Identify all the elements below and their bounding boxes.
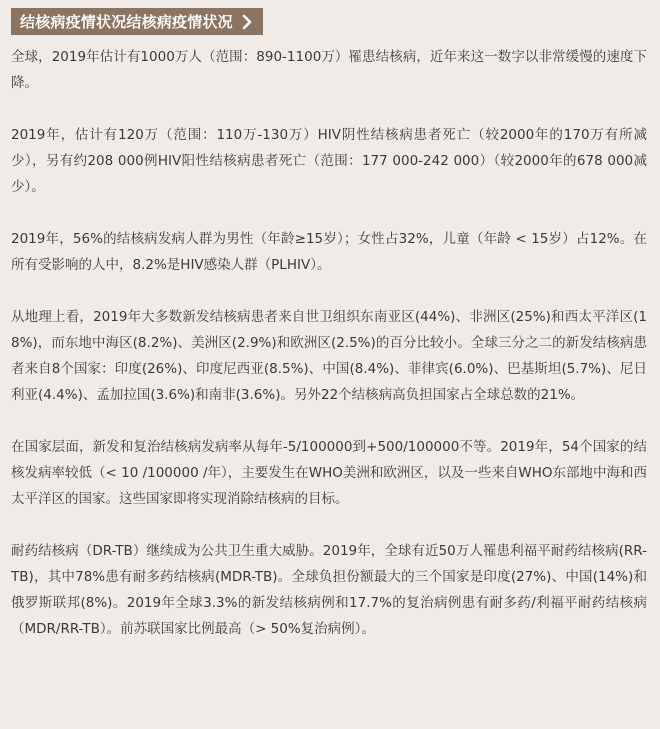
- paragraph-geography: 从地理上看，2019年大多数新发结核病患者来自世卫组织东南亚区(44%)、非洲区(25%)和西太平洋区(18%)，而东地中海区(8.2%)、美洲区(2.9%)和欧洲区(2.5%)的百分比较小。全球三分之二的新发结核病患者来自8个国家：印度(26%)、印度尼西亚(8.5%)、中国(8.4%)、菲律宾(6.0%)、巴基斯坦(5.7%)、尼日利亚(4.4%)、孟加拉国(3.6%)和南非(3.6%)。另外22个结核病高负担国家占全球总数的21%。: [11, 309, 647, 403]
- chevron-right-icon: [239, 14, 255, 30]
- paragraph-demographics: 2019年，56%的结核病发病人群为男性（年龄≥15岁）；女性占32%，儿童（年龄 < 15岁）占12%。在所有受影响的人中，8.2%是HIV感染人群（PLHIV）。: [11, 231, 647, 273]
- paragraph-global-incidence: 全球，2019年估计有1000万人（范围：890-1100万）罹患结核病，近年来这一数字以非常缓慢的速度下降。: [11, 49, 647, 91]
- paragraph-deaths: 2019年，估计有120万（范围：110万-130万）HIV阴性结核病患者死亡（较2000年的170万有所减少），另有约208 000例HIV阳性结核病患者死亡（范围：177 000-242 000）（较2000年的678 000减少）。: [11, 127, 647, 195]
- paragraph-country-level: 在国家层面，新发和复治结核病发病率从每年-5/100000到+500/100000不等。2019年，54个国家的结核发病率较低（< 10 /100000 /年），主要发生在WHO美洲和欧洲区，以及一些来自WHO东部地中海和西太平洋区的国家。这些国家即将实现消除结核病的目标。: [11, 439, 647, 507]
- article-body: [11, 44, 647, 668]
- section-title: 结核病疫情状况结核病疫情状况: [20, 13, 233, 31]
- section-header: [11, 8, 263, 35]
- paragraph-drug-resistance: 耐药结核病（DR-TB）继续成为公共卫生重大威胁。2019年，全球有近50万人罹患利福平耐药结核病(RR-TB)，其中78%患有耐多药结核病(MDR-TB)。全球负担份额最大的三个国家是印度(27%)、中国(14%)和俄罗斯联邦(8%)。2019年全球3.3%的新发结核病例和17.7%的复治病例患有耐多药/利福平耐药结核病（MDR/RR-TB）。前苏联国家比例最高（> 50%复治病例）。: [11, 543, 647, 637]
